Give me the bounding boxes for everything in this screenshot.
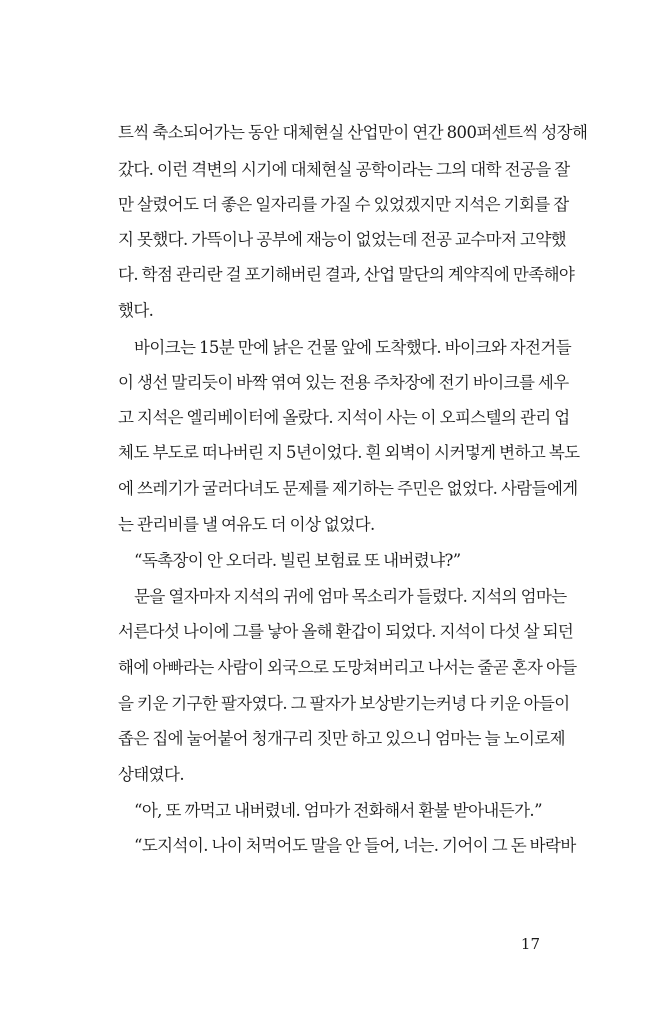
text-line: 는 관리비를 낼 여유도 더 이상 없었다. <box>118 515 375 534</box>
text-line: 서른다섯 나이에 그를 낳아 올해 환갑이 되었다. 지석이 다섯 살 되던 <box>118 622 574 641</box>
text-line: 해에 아빠라는 사람이 외국으로 도망쳐버리고 나서는 줄곧 혼자 아들 <box>118 658 577 677</box>
text-line: 에 쓰레기가 굴러다녀도 문제를 제기하는 주민은 없었다. 사람들에게 <box>118 479 578 498</box>
text-line: “아, 또 까먹고 내버렸네. 엄마가 전화해서 환불 받아내든가.” <box>134 801 542 820</box>
text-line: 상태였다. <box>118 765 185 784</box>
text-line: 이 생선 말리듯이 바짝 엮여 있는 전용 주차장에 전기 바이크를 세우 <box>118 373 569 392</box>
text-line: 다. 학점 관리란 걸 포기해버린 결과, 산업 말단의 계약직에 만족해야 <box>118 265 575 284</box>
text-line: 바이크는 15분 만에 낡은 건물 앞에 도착했다. 바이크와 자전거들 <box>134 338 572 357</box>
text-line: 체도 부도로 떠나버린 지 5년이었다. 흰 외벽이 시커멓게 변하고 복도 <box>118 443 580 462</box>
text-line: 만 살렸어도 더 좋은 일자리를 가질 수 있었겠지만 지석은 기회를 잡 <box>118 195 569 214</box>
text-line: “도지석이. 나이 처먹어도 말을 안 들어, 너는. 기어이 그 돈 바락바 <box>134 836 576 855</box>
text-line: 트씩 축소되어가는 동안 대체현실 산업만이 연간 800퍼센트씩 성장해 <box>118 123 588 142</box>
text-line: 을 키운 기구한 팔자였다. 그 팔자가 보상받기는커녕 다 키운 아들이 <box>118 694 570 713</box>
text-line: 갔다. 이런 격변의 시기에 대체현실 공학이라는 그의 대학 전공을 잘 <box>118 160 570 179</box>
text-line: 했다. <box>118 301 154 320</box>
text-line: 좁은 집에 눌어붙어 청개구리 짓만 하고 있으니 엄마는 늘 노이로제 <box>118 729 565 748</box>
text-line: 지 못했다. 가뜩이나 공부에 재능이 없었는데 전공 교수마저 고약했 <box>118 230 566 249</box>
text-line: 고 지석은 엘리베이터에 올랐다. 지석이 사는 이 오피스텔의 관리 업 <box>118 408 570 427</box>
text-line: 문을 열자마자 지석의 귀에 엄마 목소리가 들렸다. 지석의 엄마는 <box>134 587 567 606</box>
text-line: “독촉장이 안 오더라. 빌린 보험료 또 내버렸냐?” <box>134 551 461 570</box>
page-number: 17 <box>520 935 540 953</box>
